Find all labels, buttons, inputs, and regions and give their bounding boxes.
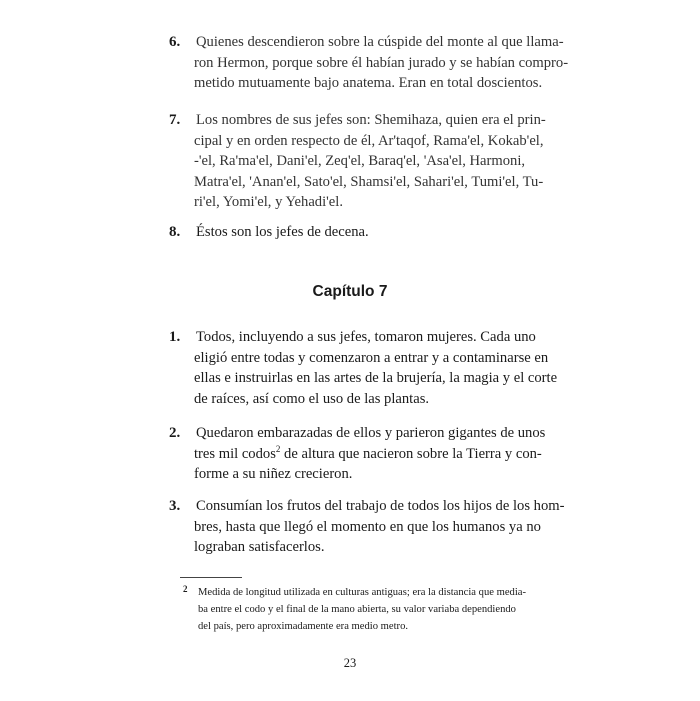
chapter-title: Capítulo 7 [312, 283, 388, 300]
verse-number: 3. [169, 498, 181, 514]
verse-6 [169, 32, 569, 94]
verse-8 [169, 222, 534, 243]
footnote-divider [180, 577, 242, 578]
verse-line: eligió entre todas y comenzaron a entrar y a contaminarse en [194, 349, 549, 366]
verse-line: cipal y en orden respecto de él, Ar'taqof, Rama'el, Kokab'el, [194, 132, 544, 149]
verse-line: ron Hermon, porque sobre él habían jurado y se habían compro- [194, 54, 569, 71]
verse-line: Quedaron embarazadas de ellos y parieron gigantes de unos [196, 425, 546, 441]
verse-number: 8. [169, 224, 181, 240]
footnote-line: ba entre el codo y el final de la mano abierta, su valor variaba dependiendo [198, 604, 516, 615]
verse-text: de altura que nacieron sobre la Tierra y con- [280, 445, 542, 462]
verse-line: forme a su niñez crecieron. [194, 466, 353, 482]
verse-line: ellas e instruirlas en las artes de la brujería, la magia y el corte [194, 370, 558, 386]
verse-line: de raíces, así como el uso de las plantas. [194, 390, 430, 407]
footnote-line: del país, pero aproximadamente era medio metro. [198, 621, 409, 632]
verse-number: 1. [169, 329, 181, 345]
verse-line: -'el, Ra'ma'el, Dani'el, Zeq'el, Baraq'el, 'Asa'el, Harmoni, [194, 153, 526, 169]
verse-line: Éstos son los jefes de decena. [196, 224, 369, 240]
verse-line: bres, hasta que llegó el momento en que los humanos ya no [194, 518, 541, 535]
verse-line: metido mutuamente bajo anatema. Eran en total doscientos. [194, 75, 543, 91]
footnote [183, 584, 543, 635]
page-number: 23 [343, 656, 357, 670]
chapter7-verse-3 [169, 496, 565, 558]
verse-line: lograban satisfacerlos. [194, 539, 325, 555]
chapter7-verse-1 [169, 327, 558, 409]
verse-7 [169, 110, 546, 213]
verse-line: ri'el, Yomi'el, y Yehadi'el. [194, 194, 343, 210]
verse-text: tres mil codos [194, 445, 276, 462]
chapter7-verse-2 [169, 423, 546, 485]
verse-line: Todos, incluyendo a sus jefes, tomaron mujeres. Cada uno [196, 329, 536, 345]
verse-line: Matra'el, 'Anan'el, Sato'el, Shamsi'el, Sahari'el, Tumi'el, Tu- [194, 173, 544, 190]
verse-line: Quienes descendieron sobre la cúspide del monte al que llama- [196, 34, 564, 50]
footnote-mark: 2 [183, 584, 188, 594]
footnote-line: Medida de longitud utilizada en culturas antiguas; era la distancia que media- [198, 587, 526, 598]
verse-number: 2. [169, 425, 181, 441]
verse-number: 6. [169, 34, 181, 50]
verse-number: 7. [169, 112, 181, 128]
verse-line [172, 443, 542, 465]
footnote-reference[interactable]: 2 [275, 443, 281, 454]
verse-line: Los nombres de sus jefes son: Shemihaza, quien era el prin- [196, 112, 546, 128]
verse-line: Consumían los frutos del trabajo de todos los hijos de los hom- [196, 498, 565, 514]
